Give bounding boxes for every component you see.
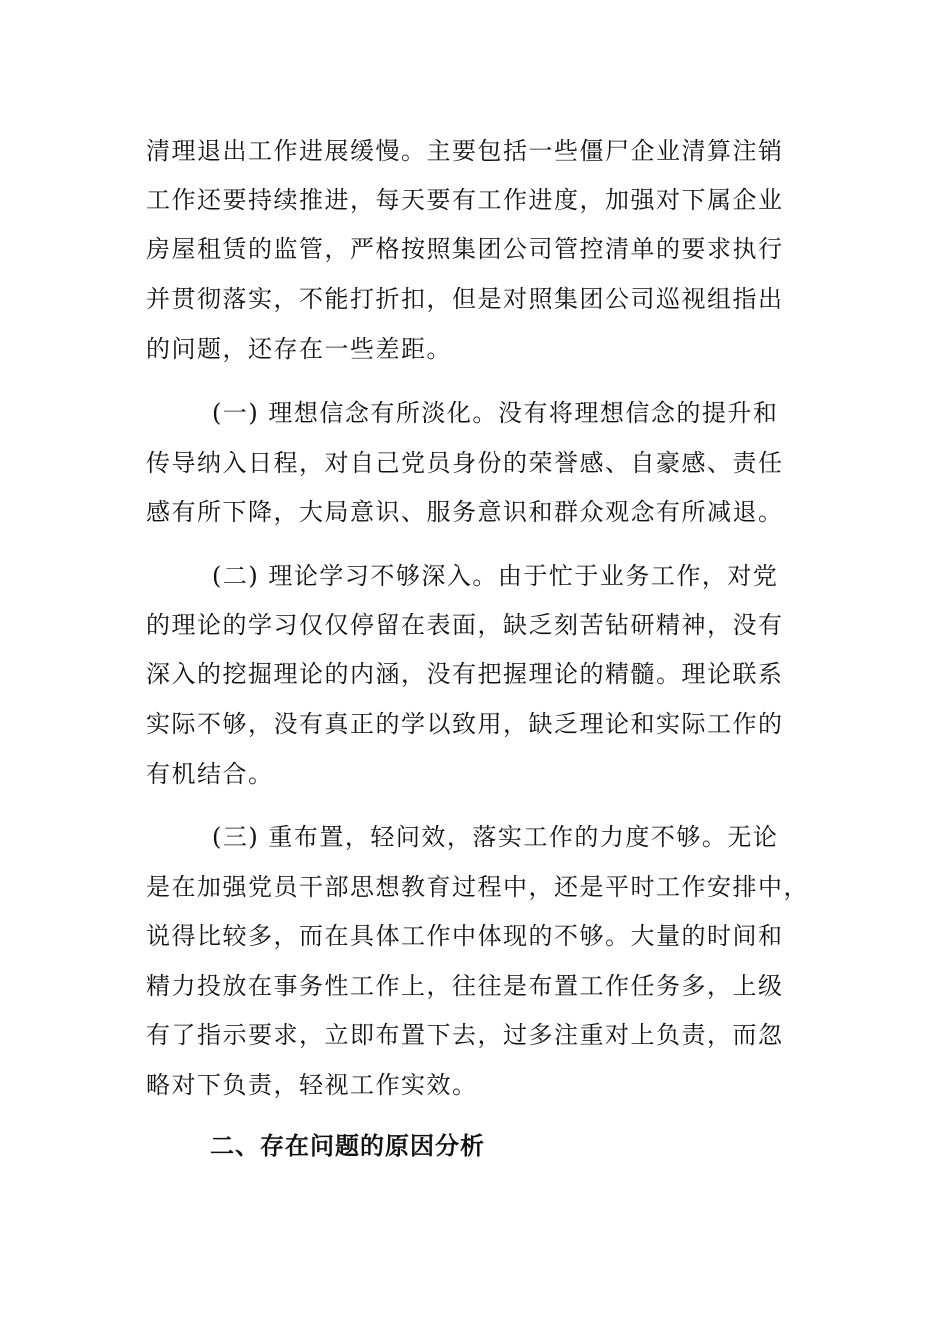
paragraph-3-line-4: 有了指示要求，立即布置下去，过多注重对上负责，而忽	[146, 1021, 784, 1049]
paragraph-2-line-2: 深入的挖掘理论的内涵，没有把握理论的精髓。理论联系	[146, 660, 784, 688]
paragraph-3-line-5: 略对下负责，轻视工作实效。	[146, 1071, 478, 1099]
paragraph-3-line-1: 是在加强党员干部思想教育过程中，还是平时工作安排中，	[146, 873, 809, 901]
paragraph-2-line-3: 实际不够，没有真正的学以致用，缺乏理论和实际工作的	[146, 710, 784, 738]
paragraph-0-line-2: 房屋租赁的监管，严格按照集团公司管控清单的要求执行	[146, 235, 784, 263]
paragraph-2-line-1: 的理论的学习仅仅停留在表面，缺乏刻苦钻研精神，没有	[146, 611, 784, 639]
paragraph-3-line-3: 精力投放在事务性工作上，往往是布置工作任务多，上级	[146, 972, 784, 1000]
paragraph-1-line-1: 传导纳入日程，对自己党员身份的荣誉感、自豪感、责任	[146, 449, 784, 477]
section-heading: 二、存在问题的原因分析	[210, 1132, 485, 1160]
paragraph-2-line-4: 有机结合。	[146, 760, 274, 788]
paragraph-3-line-2: 说得比较多，而在具体工作中体现的不够。大量的时间和	[146, 922, 784, 950]
paragraph-1-line-0: (一) 理想信念有所淡化。没有将理想信念的提升和	[212, 399, 779, 427]
paragraph-2-line-0: (二) 理论学习不够深入。由于忙于业务工作，对党	[212, 562, 779, 590]
paragraph-1-line-2: 感有所下降，大局意识、服务意识和群众观念有所减退。	[146, 498, 784, 526]
paragraph-0-line-4: 的问题，还存在一些差距。	[146, 335, 452, 363]
paragraph-0-line-3: 并贯彻落实，不能打折扣，但是对照集团公司巡视组指出	[146, 285, 784, 313]
paragraph-3-line-0: (三) 重布置，轻问效，落实工作的力度不够。无论	[212, 823, 779, 851]
paragraph-0-line-1: 工作还要持续推进，每天要有工作进度，加强对下属企业	[146, 186, 784, 214]
paragraph-0-line-0: 清理退出工作进展缓慢。主要包括一些僵尸企业清算注销	[146, 137, 784, 165]
